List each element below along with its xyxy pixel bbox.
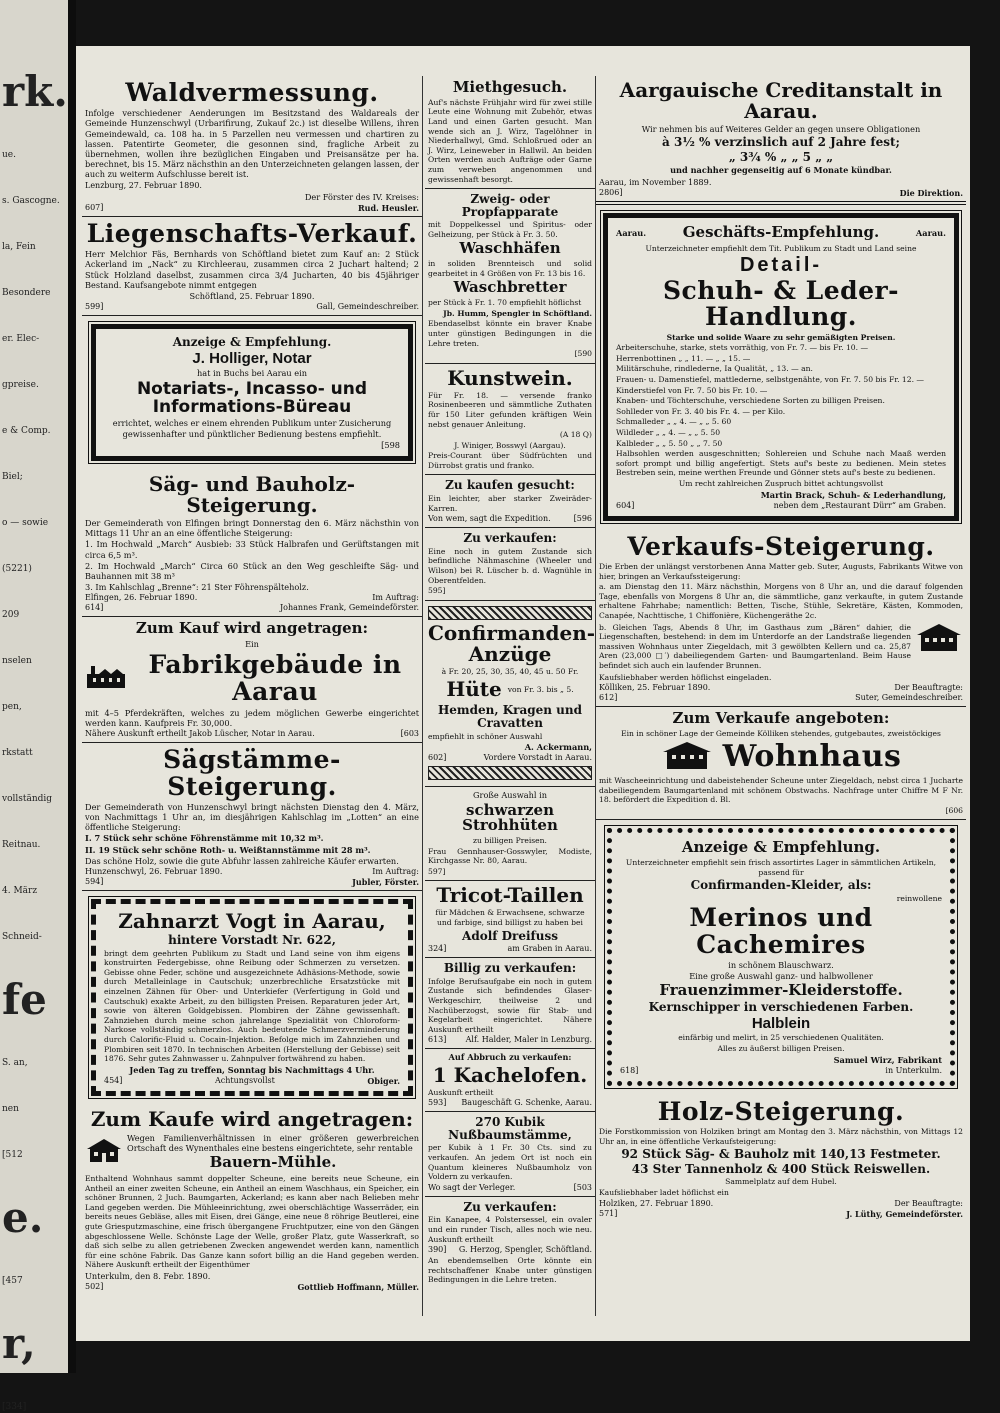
ad-body: Wir nehmen bis auf Weiteres Gelder an gegen unsere Obligationen (641, 124, 921, 134)
edge-fragment: Biel; (2, 472, 23, 482)
ad-intro: Wegen Familienverhältnissen in einer größeren gewerbreichen Ortschaft des Wynenthales eine bestens eingerichtete, sehr rentable (127, 1132, 419, 1154)
ad-number: [598 (381, 439, 400, 450)
ad-kanapee (425, 1197, 595, 1289)
ad-more: Wo sagt der Verleger. (428, 1182, 516, 1192)
ad-zahnarzt-vogt (82, 891, 422, 1105)
ad-signature: A. Ackermann, (524, 742, 592, 753)
ad-kicker: Anzeige & Empfehlung. (172, 335, 332, 350)
ad-more: Preis-Courant über Südfrüchten und Dürrobst gratis und franko. (428, 451, 592, 470)
ad-title: Holz-Steigerung. (657, 1096, 905, 1126)
ad-frauen: Frauenzimmer-Kleiderstoffe. (659, 981, 903, 1000)
ad-signature: Martin Brack, Schuh- & Lederhandlung, (760, 489, 946, 500)
column-1 (82, 76, 422, 1295)
ad-body: mit 4–5 Pferdekräften, welches zu jedem möglichen Gewerbe eingerichtet werden kann. Kaufpreis Fr. 30,000. (85, 707, 419, 729)
ad-address: hintere Vorstadt Nr. 622, (168, 932, 336, 947)
ad-kicker: Auf Abbruch zu verkaufen: (448, 1052, 572, 1063)
house-icon (85, 1137, 123, 1167)
ad-hours: Jeden Tag zu treffen, Sonntag bis Nachmittags 4 Uhr. (129, 1064, 375, 1075)
ad-body: Halbsohlen werden ausgeschnitten; Sohlereien und Schuhe nach Maaß werden sofort prompt und billig angefertigt. Stets auf's beste zu bedienen. Mein stetes Bestreben sein, meine werthen Freunde und Gönner stets auf's beste zu bedienen. (616, 449, 946, 478)
ad-rate: „ 3¾ % „ „ 5 „ „ (728, 149, 834, 164)
ad-verkaufs-steigerung (596, 530, 966, 707)
ad-place: Unterkulm, den 8. Febr. 1890. (85, 1271, 211, 1281)
price-row: Wildleder „ „ 4. — „ „ 5. 50 (616, 427, 721, 437)
ad-body: Die Forstkommission von Holziken bringt am Montag den 3. März nächsthin, von Mittags 12 Uhr an, in eine öffentliche Verkaufsteigerung: (599, 1127, 963, 1146)
ad-title: Notariats-, Incasso- und Informations-Büreau (136, 378, 368, 417)
ad-frame (91, 899, 413, 1096)
ad-more: Hemden, Kragen und Cravatten (437, 703, 583, 730)
ad-brack-schuh (596, 205, 966, 530)
ad-kicker: Zum Verkaufe angeboten: (672, 709, 890, 728)
ad-body: und nachher gegenseitig auf 6 Monate kündbar. (670, 165, 892, 176)
ad-signature: Alf. Halder, Maler in Lenzburg. (465, 1035, 592, 1045)
ad-title: Fabrikgebäude in Aarau (148, 650, 402, 706)
ad-signature: Jb. Humm, Spengler in Schöftland. (443, 308, 592, 318)
ad-zweigapparate (425, 189, 595, 364)
ad-place: Lenzburg, 27. Februar 1890. (85, 180, 202, 190)
ad-holliger (82, 316, 422, 470)
ad-more: Ebendaselbst könnte ein braver Knabe unter günstigen Bedingungen in die Lehre treten. (428, 319, 592, 348)
edge-fragment: 209 (2, 610, 20, 620)
ad-number: 604] (616, 500, 635, 510)
ad-merinos: Merinos und Cachemires (689, 903, 873, 959)
ad-schwarz: in schönem Blauschwarz. (728, 959, 834, 970)
ornament-band (428, 606, 592, 620)
ad-more: Kaufsliebhaber ladet höflichst ein (599, 1188, 729, 1198)
ad-number: 390] (428, 1245, 447, 1255)
edge-fragment: r, (2, 1319, 36, 1368)
column-2 (425, 76, 595, 1289)
ad-body: bringt dem geehrten Publikum zu Stadt und Land seine von ihm eigens konstruirten Federgebisse, ohne Reibung oder Schmerzen zu versetzen. Gebisse ohne Feder, schöne und ausgezeichnete Adhäsions-Methode, sowie durch Metalleinlage in Cautschuk; unzerbrechliche Ersatzstücke mit einzelnen Zähnen für Ober- und Unterkiefer (Verfertigung in Gold und Cautschuk) exakte Arbeit, zu den billigsten Preisen. Reparaturen jeder Art, sowie von älteren Goldgebissen. Plombiren der Zähne gewissenhaft. Zahnziehen durch meine schon jahrelange Spezialität von Chloroform-Narkose vollständig schmerzlos. Auch bedeutende Schmerzverminderung durch Calorific-Fluid u. Cocain-Injektion. Befolge mich im Zahnziehen und Plombiren seit 1870. In technischen Arbeiten (Herstellung der Gebisse) seit 1876. Sehr gutes Zahnwasser u. Zahnpulver fortwährend zu haben. (104, 948, 400, 1064)
ad-body: Für Fr. 18. — versende franko Rosinenbeeren und sämmtliche Zuthaten für 150 Liter gefunden kräftigen Wein nebst genauer Anleitung. (428, 390, 592, 429)
ad-wirz (596, 820, 966, 1095)
page-gutter (68, 0, 76, 1373)
ad-frame (603, 213, 959, 521)
ad-tricot-taillen (425, 881, 595, 958)
ad-halblein: Halblein (751, 1014, 811, 1032)
ad-number: 612] (599, 693, 618, 703)
ad-ein: Ein (245, 639, 259, 650)
ad-prices: à Fr. 20, 25, 30, 35, 40, 45 u. 50 Fr. (441, 666, 579, 676)
price-row: Militärschuhe, rindlederne, Ia Qualität, „ 13. — an. (616, 364, 813, 374)
ad-number: [596 (573, 514, 592, 524)
ad-number: 454] (104, 1075, 123, 1085)
ad-signature: J. Winiger, Bosswyl (Aargau). (454, 440, 566, 450)
ad-place: Aarau, im November 1889. (599, 176, 712, 187)
price-row: Sohlleder von Fr. 3. 40 bis Fr. 4. — per Kilo. (616, 406, 786, 416)
ad-body: Infolge Berufsaufgabe ein noch in gutem Zustande sich befindendes Glaser-Werkgeschirr, theilweise 2 und Nachüberzogst, sowie für Stab- und Kegelarbeit eingerichtet. Nähere Auskunft ertheilt (428, 976, 592, 1034)
price-row: Frauen- u. Damenstiefel, mattlederne, selbstgenähte, von Fr. 7. 50 bis Fr. 12. — (616, 375, 925, 385)
ad-title: Wohnhaus (722, 739, 902, 775)
ad-more: An ebendemselben Orte könnte ein rechtschaffener Knabe unter günstigen Bedingungen in die Lehre treten. (428, 1256, 592, 1285)
ad-title: Zu verkaufen: (463, 531, 557, 546)
ad-title: Zu kaufen gesucht: (445, 478, 575, 493)
ad-title: Kunstwein. (447, 365, 573, 390)
ad-title: Billig zu verkaufen: (443, 961, 577, 976)
ad-kern: Kernschipper in verschiedenen Farben. (648, 1000, 914, 1015)
ad-signature: Die Direktion. (899, 187, 963, 198)
ad-nussbaum (425, 1112, 595, 1197)
ad-number: 502] (85, 1282, 104, 1292)
ad-confirm: Confirmanden-Kleider, als: (690, 878, 872, 893)
ad-number: 597] (428, 866, 446, 876)
ad-signature: Obiger. (367, 1075, 400, 1086)
ad-intro: Der Gemeinderath von Elfingen bringt Donnerstag den 6. März nächsthin von Mittags 11 Uhr an an eine öffentliche Steigerung: (85, 517, 419, 539)
edge-fragment: nen (2, 1104, 19, 1114)
ad-title: 1 Kachelofen. (432, 1062, 588, 1087)
ad-more: Nähere Auskunft ertheilt Jakob Lüscher, Notar in Aarau. (85, 729, 315, 739)
column-rule (422, 76, 423, 1316)
ad-creditanstalt (596, 76, 966, 205)
ad-confirmanden (425, 601, 595, 788)
ad-naehmaschine (425, 528, 595, 601)
ad-rate: à 3½ % verzinslich auf 2 Jahre fest; (662, 135, 900, 150)
ad-body: Auskunft ertheilt (428, 1087, 494, 1097)
price-list (616, 343, 946, 448)
edge-fragment: S. an, (2, 1058, 28, 1068)
ad-saeg-bauholz (82, 470, 422, 617)
ad-shop: Schuh- & Leder-Handlung. (662, 276, 900, 332)
list-item: 3. Im Kahlschlag „Brenne“: 21 Ster Föhrenspälteholz. (85, 582, 309, 593)
house-icon (915, 622, 963, 656)
ad-signature: J. Lüthy, Gemeindeförster. (846, 1208, 963, 1219)
ad-kicker: Große Auswahl in (473, 790, 547, 801)
price-row: Kalbleder „ „ 5. 50 „ „ 7. 50 (616, 438, 723, 448)
ad-signature-intro: empfiehlt in schöner Auswahl (428, 731, 543, 741)
ad-kind: Detail- (739, 254, 823, 277)
column-3 (596, 76, 966, 1222)
ad-body: Eine noch in gutem Zustande sich befindliche Nähmaschine (Wheeler und Wilson) bei R. Lüscher b. d. Wagnühle in Oberentfelden. (428, 546, 592, 585)
ad-body: Frau Gennhauser-Gosswyler, Modiste, Kirchgasse Nr. 80, Aarau. (428, 846, 592, 866)
ad-body: Ein Kanapee, 4 Polstersessel, ein ovaler und ein runder Tisch, alles noch wie neu. Auskunft ertheilt (428, 1215, 592, 1244)
ad-signature: Johannes Frank, Gemeindeförster. (279, 603, 419, 613)
ad-signature: Suter, Gemeindeschreiber. (855, 693, 963, 703)
ad-address: Vordere Vorstadt in Aarau. (483, 753, 592, 763)
factory-icon (85, 664, 127, 694)
list-item: 1. Im Hochwald „March“ Ausbieb: 33 Stück Halbrafen und Gerüftstangen mit circa 6,5 m³. (85, 539, 419, 560)
ad-number: 571] (599, 1208, 618, 1218)
edge-fragment: e & Comp. (2, 426, 51, 436)
ad-number: 2806] (599, 187, 623, 197)
edge-fragment: la, Fein (2, 242, 36, 252)
ad-frame (91, 324, 413, 461)
ad-place: Elfingen, 26. Februar 1890. (85, 593, 198, 603)
ad-number: 324] (428, 944, 447, 954)
ad-body: Herr Melchior Fäs, Bernhards von Schöftland bietet zum Kauf an: 2 Stück Ackerland im „Nack“ zu Kirchleerau, zusammen circa 2 Juchart haltend; 2 Stück Holzland daselbst, zusammen circa 3/4 Jucharten, 40 bis 45jähriger Bestand. Kaufsangebote nimmt entgegen (85, 249, 419, 290)
ad-body: in soliden Brennteisch und solid gearbeitet in 4 Größen von Fr. 13 bis 16. (428, 259, 592, 278)
ad-body: Enthaltend Wohnhaus sammt doppelter Scheune, eine bereits neue Scheune, ein Antheil an einer zweiten Scheune, ein Antheil an einem Waschhaus, ein Speicher, ein schöner Brunnen, 2 Juch. Baumgarten, Ackerland; es kann aber nach Belieben mehr Land gegeben werden. Die Mühleeinrichtung, zwei oberschlächtige Wasserräder, ein bereits neues Gebläse, alles mit Eisen, drei Gänge, eine neue 8 röhrige Beutlerei, eine gute Griesputzmaschine, eine frisch übergangene Fruchtputzer, eine von den Gängen abgeschlossene Welle. Schönste Lage der Welle, großer Platz, gute Wasserkraft, so daß sich selbe zu allen getriebenen Zwecken angewendet werden kann, namentlich für eine schöne Fabrik. Das Ganze kann sofort billig an die Hand gegeben werden. Nähere Auskunft ertheilt der Eigenthümer (85, 1174, 419, 1270)
ad-kicker: Zum Kauf wird angetragen: (135, 619, 369, 638)
edge-fragment: [334] (2, 1402, 27, 1412)
ad-address: in Unterkulm. (885, 1065, 942, 1075)
ad-frame (607, 828, 955, 1086)
ad-intro: Der Gemeinderath von Hunzenschwyl bringt nächsten Dienstag den 4. März, von Nachmittags 1 Uhr an, im diesjährigen Kahlschlag im „Lotten“ an eine öffentliche Steigerung: (85, 801, 419, 833)
edge-fragment: [512 (2, 1150, 23, 1160)
ad-more: Kaufsliebhaber werden höflichst eingeladen. (599, 672, 772, 682)
edge-fragment: e. (2, 1193, 44, 1242)
ad-grosse: Eine große Auswahl ganz- und halbwollener (689, 971, 873, 982)
ad-wohnhaus (596, 707, 966, 820)
ad-number: [503 (573, 1182, 592, 1192)
edge-fragment: Reitnau. (2, 840, 41, 850)
ad-number: [590 (574, 349, 592, 359)
ad-number: 618] (620, 1065, 639, 1075)
ad-signature-title: Im Auftrag: (372, 593, 419, 603)
previous-page-edge (0, 0, 68, 1412)
ad-signature: Gall, Gemeindeschreiber. (316, 302, 419, 312)
ad-title: Sägstämme-Steigerung. (163, 745, 341, 801)
ad-body: Die Erben der unlängst verstorbenen Anna Matter geb. Suter, Augusts, Fabrikants Witwe von hier, bringen an Verkaufssteigerung: (599, 562, 963, 581)
ad-fabrikgebaeude (82, 617, 422, 743)
ad-halblein-sub: einfärbig und melirt, in 25 verschiedenen Qualitäten. (678, 1033, 884, 1043)
ad-signature: Jubler, Förster. (352, 876, 419, 887)
ad-title-waschbretter: Waschbretter (453, 278, 567, 297)
ad-title: schwarzen Strohhüten (462, 800, 558, 835)
edge-fragment: rk. (2, 67, 68, 116)
ad-title: Säg- und Bauholz-Steigerung. (148, 471, 356, 517)
price-row: Arbeiterschuhe, starke, stets vorräthig, von Fr. 7. — bis Fr. 10. — (616, 343, 869, 353)
ad-place-right: Aarau. (915, 227, 946, 238)
ad-line: 43 Ster Tannenholz & 400 Stück Reiswellen. (631, 1161, 931, 1176)
ad-signature: G. Herzog, Spengler, Schöftland. (458, 1245, 592, 1255)
edge-fragment: er. Elec- (2, 334, 40, 344)
edge-fragment: s. Gascogne. (2, 196, 60, 206)
ad-title: Aargauische Creditanstalt in Aarau. (619, 78, 943, 123)
ad-address: neben dem „Restaurant Dürr“ am Graben. (773, 500, 946, 510)
ad-title: Geschäfts-Empfehlung. (682, 222, 880, 241)
ad-miethgesuch (425, 76, 595, 189)
ad-signature: Adolf Dreifuss (462, 928, 558, 943)
ad-sub: zu billigen Preisen. (473, 836, 547, 846)
edge-fragment: ue. (2, 150, 16, 160)
ad-title: Confirmanden-Anzüge (428, 620, 596, 666)
edge-fragment: (5221) (2, 564, 32, 574)
ad-title: Waldvermessung. (125, 78, 379, 107)
ad-subtitle: Starke und solide Waare zu sehr gemäßigten Preisen. (666, 332, 896, 342)
ad-location: hat in Buchs bei Aarau ein (196, 368, 307, 379)
ad-huete: Hüte (446, 677, 502, 702)
ad-name: J. Holliger, Notar (192, 349, 312, 367)
ad-number: 607] (85, 202, 104, 212)
ad-title: Anzeige & Empfehlung. (681, 838, 881, 857)
ad-glaser (425, 958, 595, 1049)
ad-title: Tricot-Taillen (436, 883, 584, 908)
ad-title: Zweig- oder Propfapparate (461, 192, 559, 219)
ad-title: Zu verkaufen: (463, 1199, 557, 1214)
list-item: II. 19 Stück sehr schöne Roth- u. Weißtannstämme mit 28 m³. (85, 844, 371, 855)
ad-place: Hunzenschwyl, 26. Februar 1890. (85, 866, 223, 876)
price-row: Herrenbottinen „ „ 11. — „ „ 15. — (616, 353, 751, 363)
ad-rein: reinwollene (896, 893, 942, 903)
ad-holz-steigerung (596, 1095, 966, 1222)
ad-number: [603 (400, 729, 419, 739)
ad-place: Kölliken, 25. Februar 1890. (599, 683, 711, 693)
newspaper-page (76, 46, 970, 1341)
ad-intro: Ein in schöner Lage der Gemeinde Kölliken stehendes, gutgebautes, zweistöckiges (621, 728, 941, 738)
ad-signature-title: Der Beauftragte: (894, 1198, 963, 1208)
ad-huete-price: von Fr. 3. bis „ 5. (507, 685, 574, 695)
ad-strohhuete (425, 787, 595, 881)
list-item: a. am Dienstag den 11. März nächsthin, Morgens von 8 Uhr an, und die darauf folgenden Tage, ebenfalls von Morgens 8 Uhr an, die sämmtliche, ganz verkaufte, in gutem Zustande erhaltene Fahrhabe; namentlich: Betten, Tische, Stühle, Sekretäre, Kästen, Kommoden, Canapée, Nachttische, 1 Chiffonière, Küchengeräthe 2c. (599, 582, 963, 620)
ad-body: Auf's nächste Frühjahr wird für zwei stille Leute eine Wohnung mit Zubehör, etwas Land und einen Garten gesucht. Man wende sich an J. Wirz, Tagelöhner in Niederhallwyl, Gmd. Schloßrued oder an J. Wirz, Leineweber in Hallwil. An beiden Orten werden auch Aufträge oder Garne zum verweben angenommen und gewissenhaft besorgt. (428, 97, 592, 184)
ad-number: 595] (428, 586, 446, 596)
ad-title: Liegenschafts-Verkauf. (86, 218, 418, 248)
ad-place: Schöftland, 25. Februar 1890. (189, 290, 315, 301)
ad-title: Miethgesuch. (452, 78, 568, 96)
list-item: 2. Im Hochwald „March“ Circa 60 Stück an den Weg geschleifte Säg- und Bauhannen mit 38 m³ (85, 560, 419, 581)
ad-signature: Samuel Wirz, Fabrikant (833, 1054, 942, 1065)
ad-body: für Mädchen & Erwachsene, schwarze und farbige, sind billigst zu haben bei (435, 908, 585, 928)
edge-fragment: o — sowie (2, 518, 49, 528)
ad-meet: Sammelplatz auf dem Hubel. (725, 1177, 837, 1187)
ad-number: 593] (428, 1098, 447, 1108)
ad-address: am Graben in Aarau. (507, 944, 592, 954)
edge-fragment: gpreise. (2, 380, 39, 390)
ad-body: per Stück à Fr. 1. 70 empfiehlt höflichst (428, 298, 582, 308)
ad-line: 92 Stück Säg- & Bauholz mit 140,13 Festmeter. (621, 1147, 941, 1162)
ad-code: (A 18 Q) (559, 430, 592, 440)
ad-body: Ein leichter, aber starker Zweiräder-Karren. (428, 494, 592, 513)
price-row: Kinderstiefel von Fr. 7. 50 bis Fr. 10. — (616, 385, 768, 395)
ad-signature-title: Der Beauftragte: (894, 683, 963, 693)
house-icon (661, 740, 713, 774)
ad-intro: Unterzeichneter empfiehlt sein frisch assortirtes Lager in sämmtlichen Artikeln, passend für (625, 858, 937, 877)
ad-place: Holziken, 27. Februar 1890. (599, 1198, 714, 1208)
ad-saegstaemme (82, 743, 422, 891)
edge-fragment: fe (2, 975, 47, 1024)
ad-kunstwein (425, 364, 595, 476)
ad-waldvermessung (82, 76, 422, 217)
ad-note: Das schöne Holz, sowie die gute Abfuhr lassen zahlreiche Käufer erwarten. (85, 855, 399, 866)
ad-title: 270 Kubik Nußbaumstämme, (448, 1115, 572, 1142)
edge-fragment: [457 (2, 1276, 23, 1286)
ad-close: Um recht zahlreichen Zuspruch bittet achtungsvollst (678, 478, 884, 488)
ad-place-left: Aarau. (616, 227, 647, 238)
ad-signature: Baugeschäft G. Schenke, Aarau. (461, 1098, 592, 1108)
ad-signature: Gottlieb Hoffmann, Müller. (297, 1282, 419, 1293)
ad-preise: Alles zu äußerst billigen Preisen. (717, 1044, 845, 1054)
ad-intro: Unterzeichneter empfiehlt dem Tit. Publikum zu Stadt und Land seine (645, 243, 917, 253)
ad-number: 599] (85, 302, 104, 312)
ad-number: 614] (85, 603, 104, 613)
ad-signature-title: Im Auftrag: (372, 866, 419, 876)
ad-body: per Kubik à 1 Fr. 30 Cts. sind zu verkaufen. An jedem Ort ist noch ein Quantum kleineres Nußbaumholz von Voldern zu verkaufen. (428, 1143, 592, 1182)
list-item: b. Gleichen Tags, Abends 8 Uhr, im Gasthaus zum „Bären“ dahier, die Liegenschaften, bestehend: in dem im Unterdorfe an der Landstraße liegenden massiven Wohnhaus unter Ziegeldach, mit 3 gewölbten Kellern und ca. 25,87 Aren (23,000 □′) dabeiliegendem Garten- und Baumgartenland. Beim Hause befindet sich auch ein laufender Brunnen. (599, 622, 911, 670)
edge-fragment: 4. März (2, 886, 38, 896)
ad-body: errichtet, welches er einem ehrenden Publikum unter Zusicherung gewissenhafter und pünktlicher Bedienung bestens empfiehlt. (112, 418, 392, 439)
ornament-band (428, 766, 592, 780)
list-item: I. 7 Stück sehr schöne Föhrenstämme mit 10,32 m³. (85, 833, 324, 844)
edge-fragment: Schneid- (2, 932, 42, 942)
ad-number: 594] (85, 876, 104, 886)
edge-fragment: Besondere (2, 288, 51, 298)
ad-greeting: Achtungsvollst (214, 1075, 275, 1085)
ad-liegenschafts-verkauf (82, 217, 422, 316)
price-row: Knaben- und Töchterschuhe, verschiedene Sorten zu billigen Preisen. (616, 396, 885, 406)
edge-fragment: vollständig (2, 794, 53, 804)
ad-signature-title: Der Förster des IV. Kreises: (304, 191, 419, 202)
ad-title: Bauern-Mühle. (209, 1153, 337, 1172)
ad-kicker: Zum Kaufe wird angetragen: (90, 1106, 414, 1131)
edge-fragment: pen, (2, 702, 22, 712)
ad-kachelofen (425, 1049, 595, 1112)
price-row: Schmalleder „ „ 4. — „ „ 5. 60 (616, 417, 732, 427)
ad-signature: Rud. Heusler. (358, 202, 419, 213)
ad-bauern-muehle (82, 1105, 422, 1295)
ad-number: 613] (428, 1035, 447, 1045)
ad-more: Von wem, sagt die Expedition. (428, 514, 551, 524)
ad-title-waschhaefen: Waschhäfen (459, 239, 561, 258)
ad-title: Verkaufs-Steigerung. (627, 531, 935, 561)
ad-zu-kaufen-gesucht (425, 475, 595, 528)
ad-body: Infolge verschiedener Aenderungen im Besitzstand des Waldareals der Gemeinde Hunzenschwyl (Urbarifirung, Zukauf 2c.) ist dieselbe Willens, ihren Gemeindewald, ca. 108 ha. in 5 Parzellen neu vermessen und chartiren zu lassen. Patentirte Geometer, die gesonnen sind, fragliche Arbeit zu übernehmen, wollen ihre bezüglichen Eingaben und Preisansätze per ha. berechnet, bis 15. März nächsthin an den Unterzeichneten gelangen lassen, der auch zu weiterm Aufschlusse bereit ist. (85, 108, 419, 180)
ad-number: [606 (945, 805, 963, 815)
ad-number: 602] (428, 753, 447, 763)
ad-body: mit Doppelkessel und Spiritus- oder Gelheizung, per Stück à Fr. 3. 50. (428, 220, 592, 239)
edge-fragment: rkstatt (2, 748, 33, 758)
ad-title: Zahnarzt Vogt in Aarau, (118, 908, 386, 933)
ad-body: mit Wascheeinrichtung und dabeistehender Scheune unter Ziegeldach, nebst circa 1 Jucharte dabeiliegendem Baumgartenland mit schönem Obstwachs. Nachfrage unter Chiffre M F Nr. 18. befördert die Expedition d. Bl. (599, 775, 963, 805)
edge-fragment: nselen (2, 656, 32, 666)
